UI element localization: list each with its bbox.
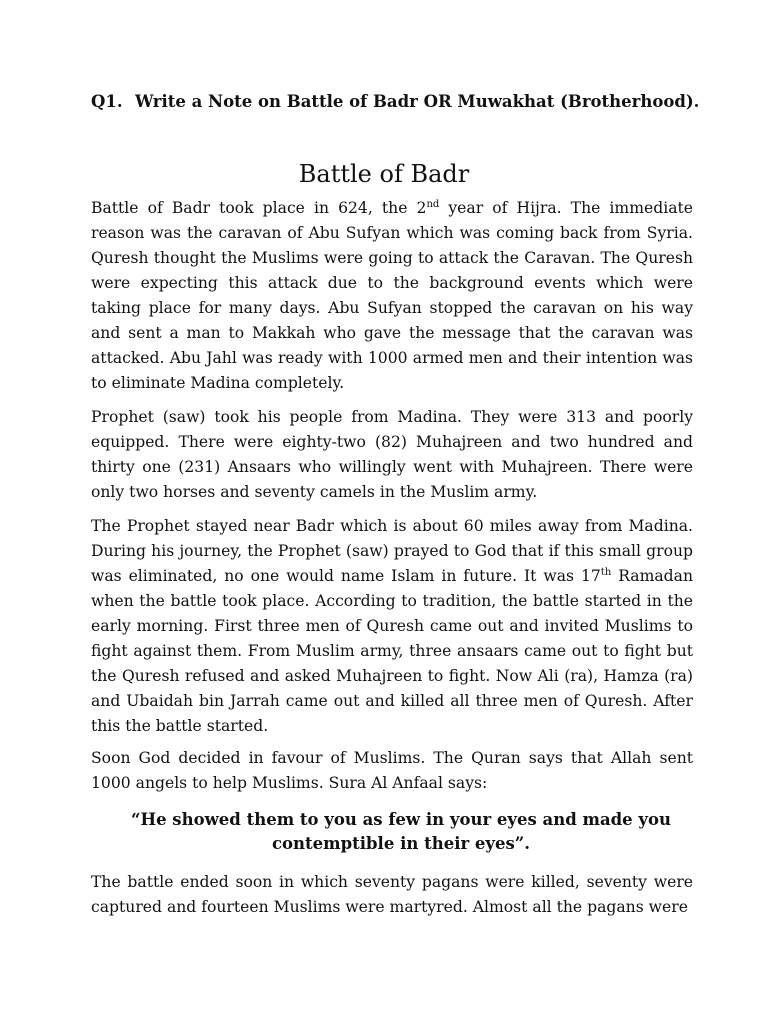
quran-quote: “He showed them to you as few in your eyes and made you contemptible in their eyes”. bbox=[130, 810, 672, 853]
paragraph-4: Soon God decided in favour of Muslims. The Quran says that Allah sent 1000 angels to help Muslims. Sura Al Anfaal says: bbox=[91, 749, 693, 792]
paragraph-1-text-a: Battle of Badr took place in 624, the 2 bbox=[91, 199, 427, 217]
question-number: Q1. bbox=[91, 92, 123, 111]
question-heading bbox=[91, 90, 731, 114]
paragraph-5: The battle ended soon in which seventy pagans were killed, seventy were captured and fourteen Muslims were martyred. Almost all the pagans were bbox=[91, 873, 693, 916]
paragraph-3-text-a: The Prophet stayed near Badr which is about 60 miles away from Madina. During his journey, the Prophet (saw) prayed to God that if this small group was eliminated, no one would name Islam in future. It was 17 bbox=[91, 517, 693, 585]
paragraph-3-text-b: Ramadan when the battle took place. According to tradition, the battle started in the early morning. First three men of Quresh came out and invited Muslims to fight against them. From Muslim army, three ansaars came out to fight but the Quresh refused and asked Muhajreen to fight. Now Ali (ra), Hamza (ra) and Ubaidah bin Jarrah came out and killed all three men of Quresh. After this the battle started. bbox=[91, 567, 693, 735]
ordinal-superscript-th: th bbox=[600, 566, 612, 578]
ordinal-superscript-nd: nd bbox=[426, 198, 440, 210]
paragraph-1-text-b: year of Hijra. The immediate reason was the caravan of Abu Sufyan which was coming back from Syria. Quresh thought the Muslims were going to attack the Caravan. The Quresh were expecting this attack due to the background events which were taking place for many days. Abu Sufyan stopped the caravan on his way and sent a man to Makkah who gave the message that the caravan was attacked. Abu Jahl was ready with 1000 armed men and their intention was to eliminate Madina completely. bbox=[91, 199, 693, 392]
paragraph-1 bbox=[91, 196, 693, 396]
question-text: Write a Note on Battle of Badr OR Muwakhat (Brotherhood). bbox=[135, 92, 700, 111]
page-title: Battle of Badr bbox=[298, 160, 470, 189]
paragraph-3 bbox=[91, 514, 693, 739]
paragraph-2: Prophet (saw) took his people from Madina. They were 313 and poorly equipped. There were eighty-two (82) Muhajreen and two hundred and thirty one (231) Ansaars who willingly went with Muhajreen. There were only two horses and seventy camels in the Muslim army. bbox=[91, 408, 693, 501]
